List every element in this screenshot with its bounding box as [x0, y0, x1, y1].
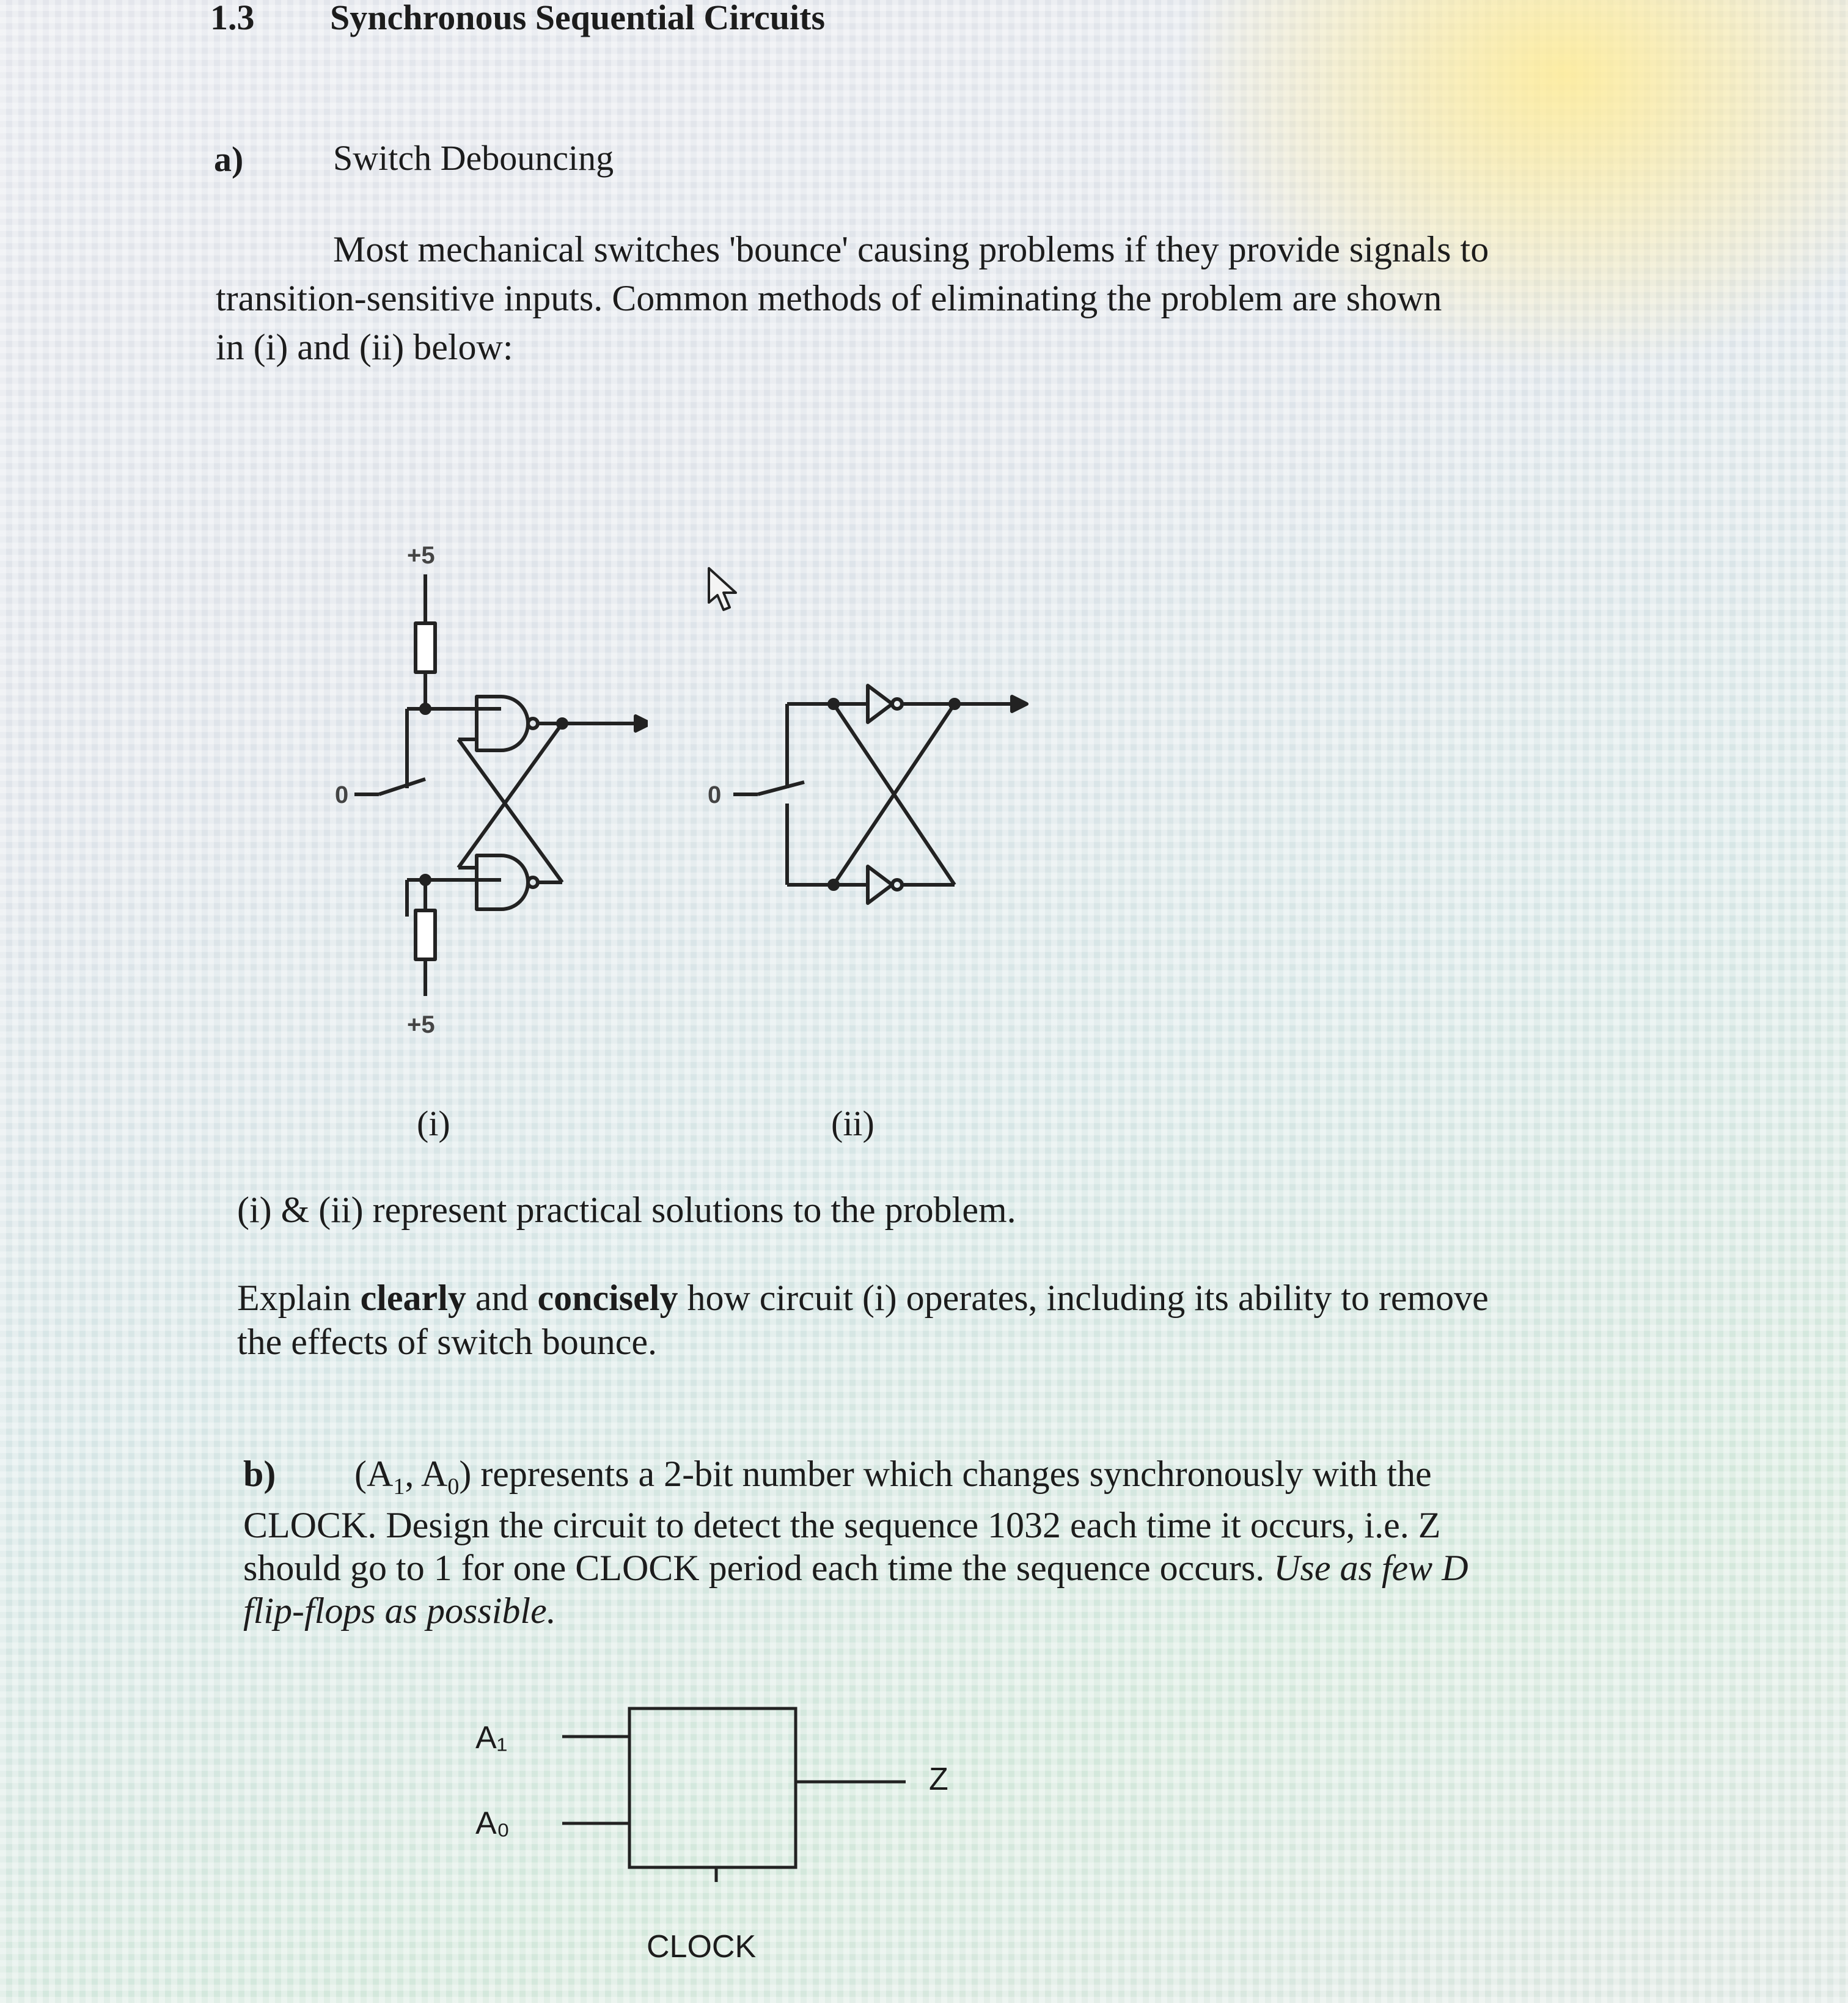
circuit-i-ground: 0 — [335, 782, 349, 808]
circuit-i-caption: (i) — [417, 1104, 450, 1143]
circuit-i-supply-top: +5 — [407, 542, 435, 569]
circuit-i-diagram — [318, 532, 648, 1045]
intro-line-3: in (i) and (ii) below: — [216, 327, 513, 367]
question-a-post: how circuit (i) operates, including its ability to remove — [678, 1278, 1489, 1318]
question-a-pre: Explain — [237, 1278, 361, 1318]
section-number: 1.3 — [210, 0, 255, 37]
part-b-a-open: (A — [354, 1454, 394, 1494]
part-a-title: Switch Debouncing — [333, 138, 614, 178]
cursor-icon — [706, 566, 743, 615]
part-b-line-2: CLOCK. Design the circuit to detect the sequence 1032 each time it occurs, i.e. Z — [243, 1505, 1441, 1545]
intro-line-1: Most mechanical switches 'bounce' causing problems if they provide signals to — [333, 229, 1489, 269]
circuit-ii-diagram — [697, 672, 1039, 929]
question-a-line-2: the effects of switch bounce. — [237, 1322, 657, 1362]
question-a-mid: and — [466, 1278, 538, 1318]
part-b-line-3 — [243, 1550, 1469, 1586]
circuit-ii-ground: 0 — [708, 782, 722, 808]
part-b-a-comma: , A — [405, 1454, 448, 1494]
input-a1-label: A₁ — [475, 1720, 508, 1756]
part-b-label: b) — [243, 1454, 276, 1494]
question-a-bold-concisely: concisely — [537, 1278, 678, 1318]
solutions-note: (i) & (ii) represent practical solutions to the problem. — [237, 1190, 1016, 1230]
input-a0-label: A₀ — [475, 1806, 510, 1841]
detector-block-diagram — [550, 1699, 929, 1882]
circuit-i-supply-bottom: +5 — [407, 1011, 435, 1038]
part-b-line-1-rest: ) represents a 2-bit number which changes synchronously with the — [459, 1454, 1432, 1494]
question-a-bold-clearly: clearly — [360, 1278, 466, 1318]
intro-line-2: transition-sensitive inputs. Common methods of eliminating the problem are shown — [216, 278, 1442, 318]
question-a-line-1 — [237, 1280, 1489, 1316]
part-a-label: a) — [214, 139, 244, 179]
output-z-label: Z — [929, 1762, 948, 1797]
part-b-line-3-plain: should go to 1 for one CLOCK period each time the sequence occurs. — [243, 1548, 1274, 1588]
circuit-ii-caption: (ii) — [831, 1104, 875, 1143]
part-b-sub-0: 0 — [447, 1474, 460, 1500]
part-b-line-3-italic: Use as few D — [1274, 1548, 1469, 1588]
section-title: Synchronous Sequential Circuits — [330, 0, 826, 37]
clock-label: CLOCK — [647, 1929, 757, 1965]
part-b-sub-1: 1 — [393, 1474, 405, 1500]
part-b-line-1 — [354, 1456, 1432, 1498]
part-b-line-4: flip-flops as possible. — [243, 1591, 556, 1631]
